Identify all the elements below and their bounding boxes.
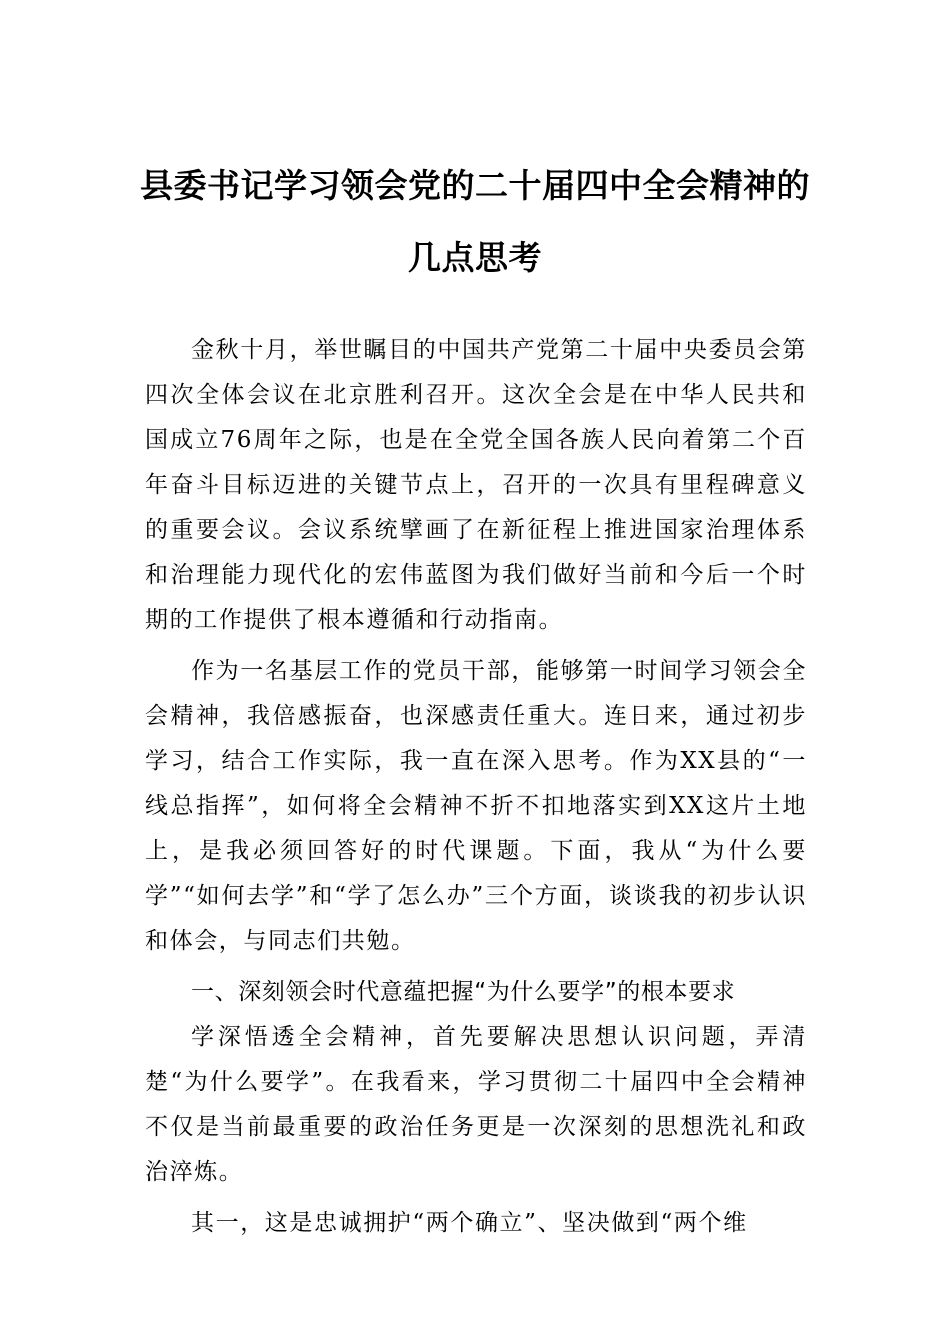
document-body — [145, 328, 807, 1246]
paragraph-intro: 金秋十月，举世瞩目的中国共产党第二十届中央委员会第四次全体会议在北京胜利召开。这次全会是在中华人民共和国成立76周年之际，也是在全党全国各族人民向着第二个百年奋斗目标迈进的关键节点上，召开的一次具有里程碑意义的重要会议。会议系统擘画了在新征程上推进国家治理体系和治理能力现代化的宏伟蓝图为我们做好当前和今后一个时期的工作提供了根本遵循和行动指南。 — [145, 337, 807, 633]
paragraph-reflection: 作为一名基层工作的党员干部，能够第一时间学习领会全会精神，我倍感振奋，也深感责任重大。连日来，通过初步学习，结合工作实际，我一直在深入思考。作为XX县的“一线总指挥”，如何将全会精神不折不扣地落实到XX这片土地上，是我必须回答好的时代课题。下面，我从“为什么要学”“如何去学”和“学了怎么办”三个方面，谈谈我的初步认识和体会，与同志们共勉。 — [145, 658, 807, 954]
paragraph-why-learn: 学深悟透全会精神，首先要解决思想认识问题，弄清楚“为什么要学”。在我看来，学习贯彻二十届四中全会精神不仅是当前最重要的政治任务更是一次深刻的思想洗礼和政治淬炼。 — [145, 1024, 807, 1185]
document-title: 县委书记学习领会党的二十届四中全会精神的几点思考 — [140, 166, 810, 277]
paragraph-first-point: 其一，这是忠诚拥护“两个确立”、坚决做到“两个维 — [191, 1210, 748, 1236]
section-heading-1: 一、深刻领会时代意蕴把握“为什么要学”的根本要求 — [191, 979, 736, 1005]
